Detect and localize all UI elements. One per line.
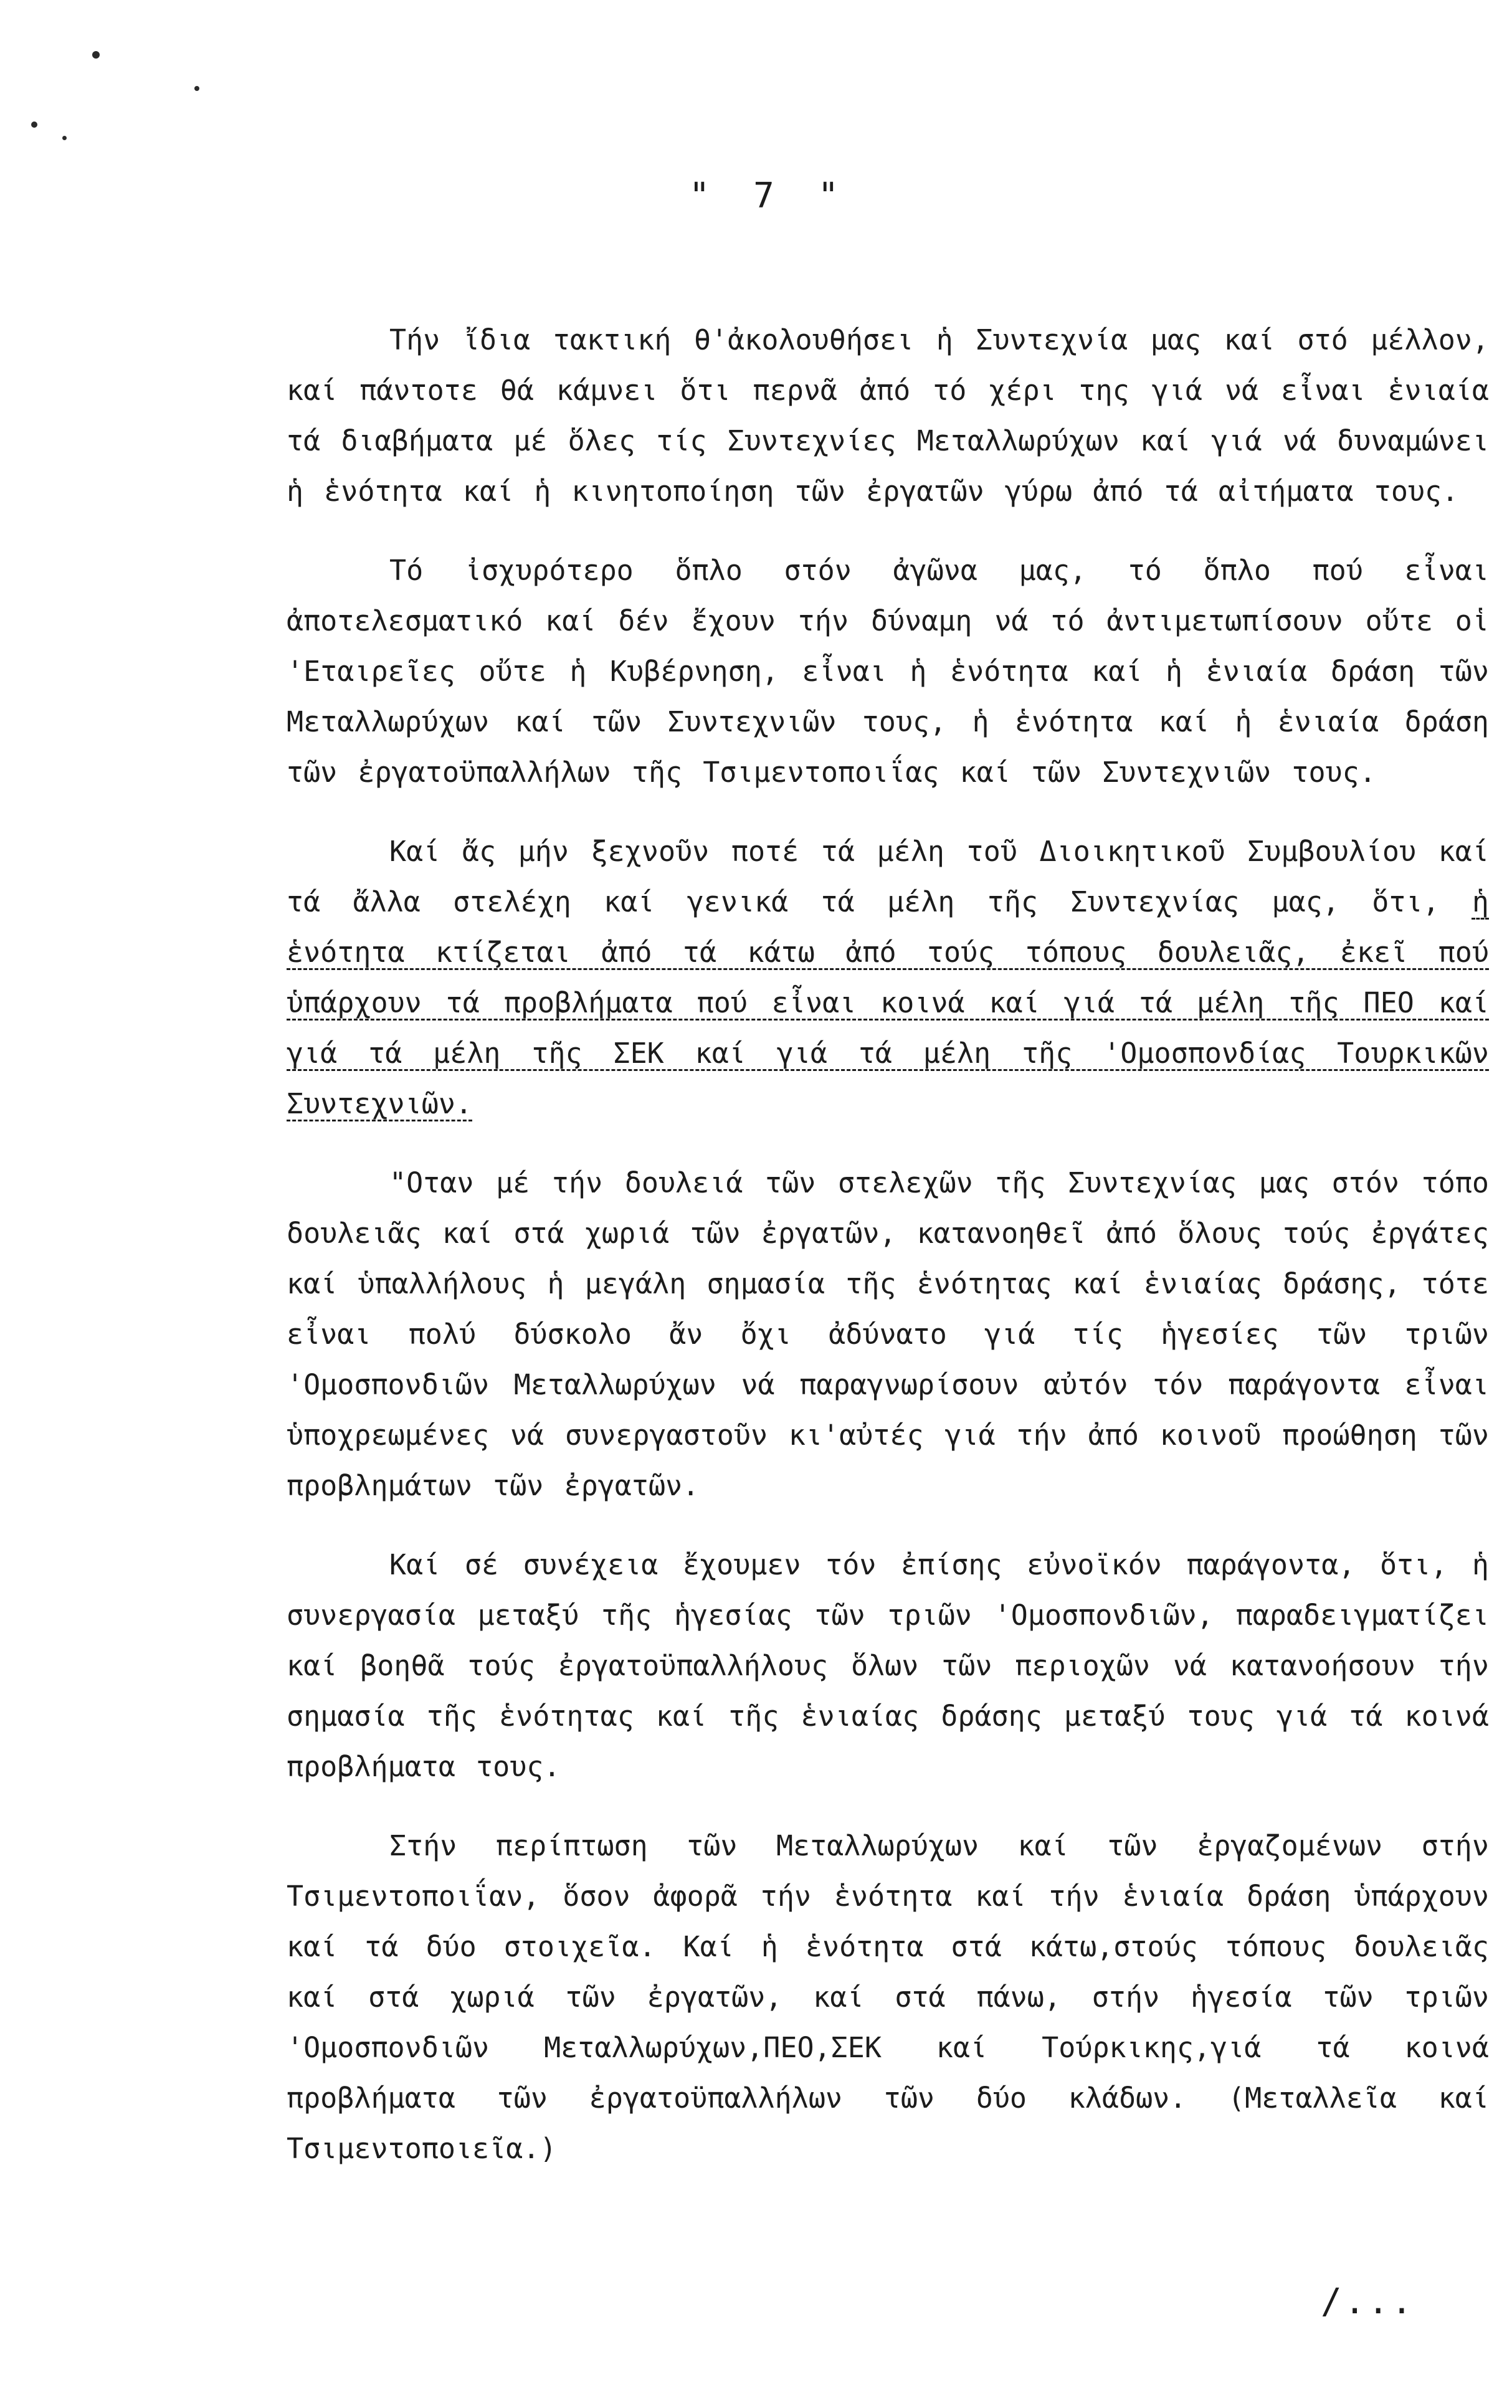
paragraph-3-text: Καί ἄς μήν ξεχνοῦν ποτέ τά μέλη τοῦ Διοικητικοῦ Συμβουλίου καί τά ἄλλα στελέχη καί γενικά τά μέλη τῆς Συντεχνίας μας, ὅτι, <box>287 835 1489 918</box>
document-body <box>287 315 1489 2174</box>
underlined-passage: ἡ ἑνότητα κτίζεται ἀπό τά κάτω ἀπό τούς τόπους δουλειᾶς, ἐκεῖ πού ὑπάρχουν τά προβλήματα πού εἶναι κοινά καί γιά τά μέλη τῆς ΠΕΟ καί γιά τά μέλη τῆς ΣΕΚ καί γιά τά μέλη τῆς 'Ομοσπονδίας Τουρκικῶν Συντεχνιῶν. <box>287 885 1489 1120</box>
paragraph-6: Στήν περίπτωση τῶν Μεταλλωρύχων καί τῶν ἐργαζομένων στήν Τσιμεντοποιΐαν, ὅσον ἀφορᾶ τήν ἑνότητα καί τήν ἑνιαία δράση ὑπάρχουν καί τά δύο στοιχεῖα. Καί ἡ ἑνότητα στά κάτω,στούς τόπους δουλειᾶς καί στά χωριά τῶν ἐργατῶν, καί στά πάνω, στήν ἡγεσία τῶν τριῶν 'Ομοσπονδιῶν Μεταλλωρύχων,ΠΕΟ,ΣΕΚ καί Τούρκικης,γιά τά κοινά προβλήματα τῶν ἐργατοϋπαλλήλων τῶν δύο κλάδων. (Μεταλλεῖα καί Τσιμεντοποιεῖα.) <box>287 1829 1489 2165</box>
scan-speck <box>62 136 67 140</box>
paragraph-5: Καί σέ συνέχεια ἔχουμεν τόν ἐπίσης εὐνοϊκόν παράγοντα, ὅτι, ἡ συνεργασία μεταξύ τῆς ἡγεσίας τῶν τριῶν 'Ομοσπονδιῶν, παραδειγματίζει καί βοηθᾶ τούς ἐργατοϋπαλλήλους ὅλων τῶν περιοχῶν νά κατανοήσουν τήν σημασία τῆς ἑνότητας καί τῆς ἑνιαίας δράσης μεταξύ τους γιά τά κοινά προβλήματα τους. <box>287 1548 1489 1783</box>
scan-speck <box>194 86 199 91</box>
scan-speck <box>31 121 37 128</box>
continuation-mark: /... <box>1321 2282 1415 2322</box>
paragraph-4: "Οταν μέ τήν δουλειά τῶν στελεχῶν τῆς Συντεχνίας μας στόν τόπο δουλειᾶς καί στά χωριά τῶν ἐργατῶν, κατανοηθεῖ ἀπό ὅλους τούς ἐργάτες καί ὑπαλλήλους ἡ μεγάλη σημασία τῆς ἑνότητας καί ἑνιαίας δράσης, τότε εἶναι πολύ δύσκολο ἄν ὄχι ἀδύνατο γιά τίς ἡγεσίες τῶν τριῶν 'Ομοσπονδιῶν Μεταλλωρύχων νά παραγνωρίσουν αὐτόν τόν παράγοντα εἶναι ὑποχρεωμένες νά συνεργαστοῦν κι'αὐτές γιά τήν ἀπό κοινοῦ προώθηση τῶν προβλημάτων τῶν ἐργατῶν. <box>287 1166 1489 1502</box>
paragraph-1: Τήν ἴδια τακτική θ'ἀκολουθήσει ἡ Συντεχνία μας καί στό μέλλον, καί πάντοτε θά κάμνει ὅτι περνᾶ ἀπό τό χέρι της γιά νά εἶναι ἑνιαία τά διαβήματα μέ ὅλες τίς Συντεχνίες Μεταλλωρύχων καί γιά νά δυναμώνει ἡ ἑνότητα καί ἡ κινητοποίηση τῶν ἐργατῶν γύρω ἀπό τά αἰτήματα τους. <box>287 323 1489 508</box>
paragraph-3 <box>287 826 1489 1129</box>
paragraph-2: Τό ἰσχυρότερο ὅπλο στόν ἀγῶνα μας, τό ὅπλο πού εἶναι ἀποτελεσματικό καί δέν ἔχουν τήν δύναμη νά τό ἀντιμετωπίσουν οὔτε οἱ 'Εταιρεῖες οὔτε ἡ Κυβέρνηση, εἶναι ἡ ἑνότητα καί ἡ ἑνιαία δράση τῶν Μεταλλωρύχων καί τῶν Συντεχνιῶν τους, ἡ ἑνότητα καί ἡ ἑνιαία δράση τῶν ἐργατοϋπαλλήλων τῆς Τσιμεντοποιΐας καί τῶν Συντεχνιῶν τους. <box>287 554 1489 789</box>
scan-speck <box>92 51 100 59</box>
page-number: " 7 " <box>688 176 850 216</box>
